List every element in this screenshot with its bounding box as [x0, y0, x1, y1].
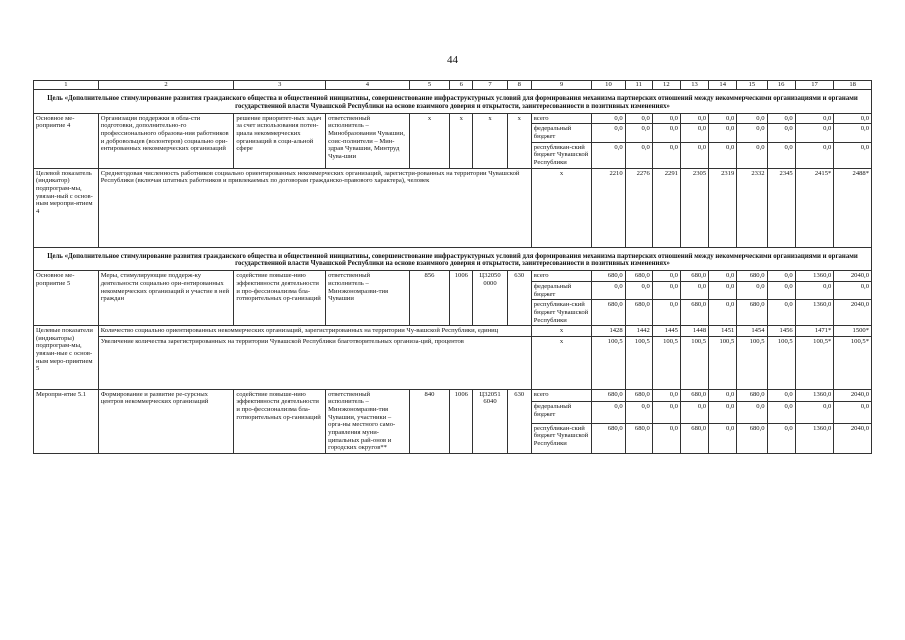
funding-value: 0,0	[834, 402, 872, 423]
funding-value: 0,0	[737, 124, 767, 142]
event-5-1-code-grbs: 840	[409, 389, 450, 453]
funding-value: 2040,0	[834, 271, 872, 282]
header-cell: 13	[680, 81, 708, 90]
event-5-title: Меры, стимулирующие поддерж-ку деятельности социально ори-ентированных некоммерческих организаций и участие в ней граждан	[98, 271, 234, 326]
indicator-4-row	[34, 168, 872, 247]
event-5-goal: содействие повыше-нию эффективности деятельности и про-фессионализма бла-готворительных ор-ганизаций	[234, 271, 326, 326]
funding-value: 2040,0	[834, 300, 872, 326]
event-5-code-csr: Ц32050 0000	[473, 271, 507, 326]
indicator-value: 1428	[592, 326, 625, 337]
event-5-1-executor: ответственный исполнитель – Минэкономразви-тия Чувашии, участники – орга-ны местного само-управления муни-ципальных рай-онов и городских округов**	[326, 389, 409, 453]
indicator-text: Увеличение количества зарегистрированных на территории Чувашской Республики благотворительных организа-ций, процентов	[98, 336, 531, 389]
funding-value: 1360,0	[795, 423, 834, 453]
funding-value: 680,0	[625, 271, 652, 282]
funding-value: 0,0	[592, 402, 625, 423]
funding-value: 0,0	[652, 142, 680, 168]
event-5-executor: ответственный исполнитель – Минэкономразви-тия Чувашии	[326, 271, 409, 326]
indicator-value: 100,5	[709, 336, 737, 389]
indicator-x: x	[531, 336, 592, 389]
indicator-value: 100,5	[652, 336, 680, 389]
event-4-code-rzpr: x	[450, 113, 473, 168]
header-cell: 17	[795, 81, 834, 90]
indicator-value: 100,5	[680, 336, 708, 389]
indicator-value: 1445	[652, 326, 680, 337]
funding-value: 0,0	[680, 142, 708, 168]
funding-value: 680,0	[737, 423, 767, 453]
funding-value: 680,0	[680, 300, 708, 326]
funding-value: 0,0	[767, 271, 795, 282]
funding-value: 0,0	[625, 124, 652, 142]
funding-value: 0,0	[709, 300, 737, 326]
header-cell: 3	[234, 81, 326, 90]
header-cell: 12	[652, 81, 680, 90]
indicator-text: Среднегодовая численность работников социально ориентированных некоммерческих организаций, зарегистри-рованных на территории Чувашской Республики (включая штатных работников и привлекаемых по договорам гражданско-правового характера), человек	[98, 168, 531, 247]
indicator-value: 2319	[709, 168, 737, 247]
indicator-value: 1448	[680, 326, 708, 337]
funding-value: 0,0	[680, 113, 708, 124]
funding-value: 0,0	[834, 281, 872, 299]
funding-value: 0,0	[709, 124, 737, 142]
funding-source: республикан-ский бюджет Чувашской Республики	[531, 142, 592, 168]
indicator-value: 1442	[625, 326, 652, 337]
funding-value: 680,0	[737, 300, 767, 326]
funding-value: 2040,0	[834, 389, 872, 401]
header-cell: 2	[98, 81, 234, 90]
funding-value: 0,0	[767, 389, 795, 401]
funding-value: 680,0	[592, 271, 625, 282]
funding-value: 680,0	[680, 271, 708, 282]
funding-value: 680,0	[625, 423, 652, 453]
indicator-value: 2210	[592, 168, 625, 247]
indicator-value: 2332	[737, 168, 767, 247]
header-cell: 14	[709, 81, 737, 90]
funding-value: 0,0	[652, 124, 680, 142]
event-4-title: Организация поддержки в обла-сти подготовки, дополнительно-го профессионального образова-ния работников и добровольцев (волонтеров) социально ори-ентированных некоммерческих организаций	[98, 113, 234, 168]
indicator-value: 100,5*	[795, 336, 834, 389]
indicator-5-row	[34, 336, 872, 389]
funding-value: 0,0	[737, 142, 767, 168]
event-5-1-code-vr: 630	[507, 389, 531, 453]
event-4-code-csr: x	[473, 113, 507, 168]
funding-value: 680,0	[680, 389, 708, 401]
header-cell: 9	[531, 81, 592, 90]
indicator-label: Целевые показатели (индикаторы) подпрограм-мы, увязан-ные с основ-ным меро-приятием 5	[34, 326, 99, 390]
funding-value: 0,0	[709, 281, 737, 299]
event-4-row	[34, 113, 872, 124]
indicator-value: 100,5	[592, 336, 625, 389]
funding-value: 0,0	[652, 113, 680, 124]
indicator-text: Количество социально ориентированных некоммерческих организаций, зарегистрированных на территории Чу-вашской Республики, единиц	[98, 326, 531, 337]
funding-value: 0,0	[625, 113, 652, 124]
indicator-x: x	[531, 326, 592, 337]
funding-value: 0,0	[592, 113, 625, 124]
funding-value: 0,0	[709, 423, 737, 453]
event-5-1-row	[34, 389, 872, 401]
funding-value: 680,0	[680, 423, 708, 453]
funding-value: 0,0	[737, 402, 767, 423]
header-cell: 6	[450, 81, 473, 90]
funding-value: 0,0	[795, 402, 834, 423]
funding-value: 0,0	[652, 389, 680, 401]
funding-value: 0,0	[592, 142, 625, 168]
event-5-1-title: Формирование и развитие ре-сурсных центров некоммерческих организаций	[98, 389, 234, 453]
funding-value: 0,0	[795, 113, 834, 124]
indicator-value: 1456	[767, 326, 795, 337]
funding-value: 0,0	[795, 281, 834, 299]
funding-value: 0,0	[834, 124, 872, 142]
indicator-label: Целевой показатель (индикатор) подпрограм-мы, увязан-ный с основ-ным меропри-ятием 4	[34, 168, 99, 247]
funding-value: 0,0	[652, 402, 680, 423]
funding-value: 0,0	[709, 142, 737, 168]
event-4-type: Основное ме-роприятие 4	[34, 113, 99, 168]
funding-value: 0,0	[680, 281, 708, 299]
header-cell: 11	[625, 81, 652, 90]
funding-source: всего	[531, 389, 592, 401]
goal-text: Цель «Дополнительное стимулирование развития гражданского общества и общественной инициативы, совершенствование инфраструктурных условий для формирования механизма партнерских отношений между некоммерческими организациями и органами государственной власти Чувашской Республики на основе взаимного доверия и открытости, заинтересованности в позитивных изменениях»	[34, 247, 872, 271]
funding-source: федеральный бюджет	[531, 402, 592, 423]
event-4-code-grbs: x	[409, 113, 450, 168]
event-5-code-grbs: 856	[409, 271, 450, 326]
header-cell: 5	[409, 81, 450, 90]
event-5-code-rzpr: 1006	[450, 271, 473, 326]
funding-value: 0,0	[767, 402, 795, 423]
funding-value: 0,0	[795, 124, 834, 142]
header-cell: 16	[767, 81, 795, 90]
header-cell: 8	[507, 81, 531, 90]
indicator-value: 1451	[709, 326, 737, 337]
funding-value: 1360,0	[795, 271, 834, 282]
funding-value: 0,0	[834, 142, 872, 168]
funding-value: 0,0	[625, 142, 652, 168]
funding-source: республикан-ский бюджет Чувашской Республики	[531, 423, 592, 453]
indicator-value: 100,5	[737, 336, 767, 389]
event-5-1-code-rzpr: 1006	[450, 389, 473, 453]
indicator-value: 100,5	[767, 336, 795, 389]
funding-source: всего	[531, 113, 592, 124]
funding-source: федеральный бюджет	[531, 124, 592, 142]
funding-value: 0,0	[625, 402, 652, 423]
indicator-value: 1454	[737, 326, 767, 337]
header-cell: 4	[326, 81, 409, 90]
funding-value: 0,0	[652, 281, 680, 299]
funding-value: 0,0	[767, 300, 795, 326]
event-4-code-vr: x	[507, 113, 531, 168]
indicator-value: 2291	[652, 168, 680, 247]
event-5-1-code-csr: Ц32051 6040	[473, 389, 507, 453]
page-number: 44	[447, 54, 458, 66]
event-5-row	[34, 271, 872, 282]
funding-value: 680,0	[625, 300, 652, 326]
funding-value: 0,0	[737, 281, 767, 299]
event-5-code-vr: 630	[507, 271, 531, 326]
funding-source: федеральный бюджет	[531, 281, 592, 299]
funding-value: 0,0	[680, 124, 708, 142]
funding-value: 680,0	[737, 271, 767, 282]
funding-value: 680,0	[592, 423, 625, 453]
funding-source: республикан-ский бюджет Чувашской Республики	[531, 300, 592, 326]
funding-value: 0,0	[652, 271, 680, 282]
event-4-goal: решение приоритет-ных задач за счет использования потен-циала некоммерческих организаций в соци-альной сфере	[234, 113, 326, 168]
funding-value: 0,0	[737, 113, 767, 124]
funding-value: 0,0	[767, 113, 795, 124]
header-cell: 7	[473, 81, 507, 90]
funding-value: 680,0	[592, 300, 625, 326]
event-5-type: Основное ме-роприятие 5	[34, 271, 99, 326]
indicator-value: 1471*	[795, 326, 834, 337]
funding-value: 0,0	[767, 281, 795, 299]
funding-value: 0,0	[652, 423, 680, 453]
event-5-1-goal: содействие повыше-нию эффективности деятельности и про-фессионализма бла-готворительных ор-ганизаций	[234, 389, 326, 453]
indicator-value: 2345	[767, 168, 795, 247]
header-cell: 15	[737, 81, 767, 90]
funding-value: 0,0	[709, 389, 737, 401]
indicator-value: 100,5*	[834, 336, 872, 389]
funding-value: 0,0	[709, 271, 737, 282]
funding-value: 1360,0	[795, 300, 834, 326]
funding-value: 0,0	[592, 281, 625, 299]
funding-value: 0,0	[592, 124, 625, 142]
goal-row	[34, 247, 872, 271]
indicator-value: 1500*	[834, 326, 872, 337]
funding-value: 680,0	[592, 389, 625, 401]
indicator-x: x	[531, 168, 592, 247]
funding-value: 0,0	[767, 124, 795, 142]
header-row	[34, 81, 872, 90]
funding-value: 0,0	[767, 423, 795, 453]
indicator-value: 2488*	[834, 168, 872, 247]
header-cell: 18	[834, 81, 872, 90]
indicator-5-row	[34, 326, 872, 337]
indicator-value: 2305	[680, 168, 708, 247]
funding-value: 0,0	[652, 300, 680, 326]
event-5-1-type: Меропри-ятие 5.1	[34, 389, 99, 453]
funding-value: 1360,0	[795, 389, 834, 401]
funding-value: 680,0	[625, 389, 652, 401]
header-cell: 1	[34, 81, 99, 90]
funding-value: 0,0	[709, 402, 737, 423]
event-4-executor: ответственный исполнитель – Минобразования Чувашии, соис-полнители – Мин-здрав Чувашии, Минтруд Чува-шии	[326, 113, 409, 168]
goal-text: Цель «Дополнительное стимулирование развития гражданского общества и общественной инициативы, совершенствование инфраструктурных условий для формирования механизма партнерских отношений между некоммерческими организациями и органами государственной власти Чувашской Республики на основе взаимного доверия и открытости, заинтересованности в позитивных изменениях»	[34, 90, 872, 114]
funding-value: 0,0	[767, 142, 795, 168]
funding-value: 0,0	[680, 402, 708, 423]
funding-source: всего	[531, 271, 592, 282]
indicator-value: 2276	[625, 168, 652, 247]
funding-value: 0,0	[709, 113, 737, 124]
goal-row	[34, 90, 872, 114]
header-cell: 10	[592, 81, 625, 90]
funding-value: 0,0	[834, 113, 872, 124]
funding-value: 0,0	[795, 142, 834, 168]
indicator-value: 100,5	[625, 336, 652, 389]
indicator-value: 2415*	[795, 168, 834, 247]
funding-value: 0,0	[625, 281, 652, 299]
funding-value: 680,0	[737, 389, 767, 401]
program-table	[33, 80, 872, 454]
funding-value: 2040,0	[834, 423, 872, 453]
